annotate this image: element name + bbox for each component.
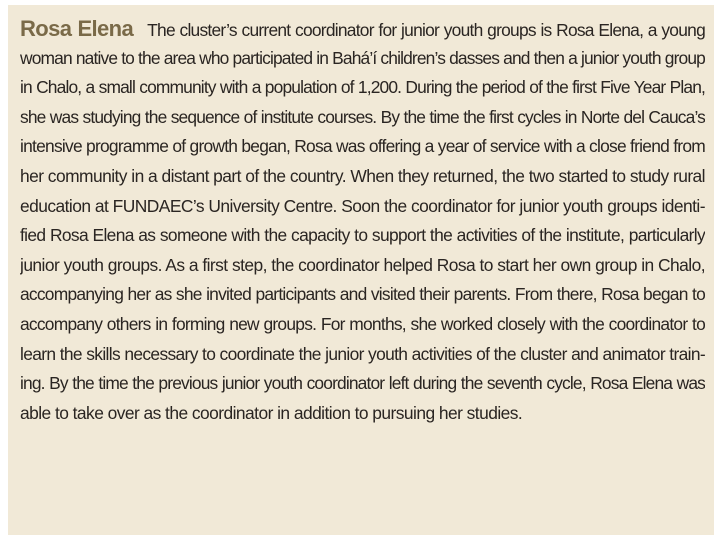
text-line-4: she was studying the sequence of institute courses. By the time the first cycles in Norte del Cauca’s <box>20 106 705 127</box>
text-line-6: her community in a distant part of the country. When they returned, the two started to study rural <box>20 165 705 186</box>
article-panel <box>8 5 714 535</box>
text-line-10: accompanying her as she invited participants and visited their parents. From there, Rosa began to <box>20 284 705 305</box>
text-line-8: fied Rosa Elena as someone with the capacity to support the activities of the institute, particularly <box>20 225 705 246</box>
text-line-1 <box>20 14 705 44</box>
text-line-3: in Chalo, a small community with a population of 1,200. During the period of the first Five Year Plan, <box>20 77 705 98</box>
article-heading: Rosa Elena <box>20 16 134 41</box>
text-line-1-content: The cluster’s current coordinator for junior youth groups is Rosa Elena, a young <box>147 20 705 40</box>
text-line-2: woman native to the area who participated in Bahá’í children’s dasses and then a junior youth group <box>20 47 705 68</box>
text-line-7: education at FUNDAEC’s University Centre. Soon the coordinator for junior youth groups identi- <box>20 195 705 216</box>
text-line-5: intensive programme of growth began, Rosa was offering a year of service with a close friend from <box>20 136 705 157</box>
text-line-14: able to take over as the coordinator in addition to pursuing her studies. <box>20 402 523 423</box>
text-line-12: learn the skills necessary to coordinate the junior youth activities of the cluster and animator train- <box>20 343 705 364</box>
text-line-9: junior youth groups. As a first step, the coordinator helped Rosa to start her own group in Chalo, <box>20 254 705 275</box>
text-line-13: ing. By the time the previous junior youth coordinator left during the seventh cycle, Rosa Elena was <box>20 373 705 394</box>
text-line-11: accompany others in forming new groups. For months, she worked closely with the coordinator to <box>20 313 705 334</box>
article-text <box>20 14 705 428</box>
